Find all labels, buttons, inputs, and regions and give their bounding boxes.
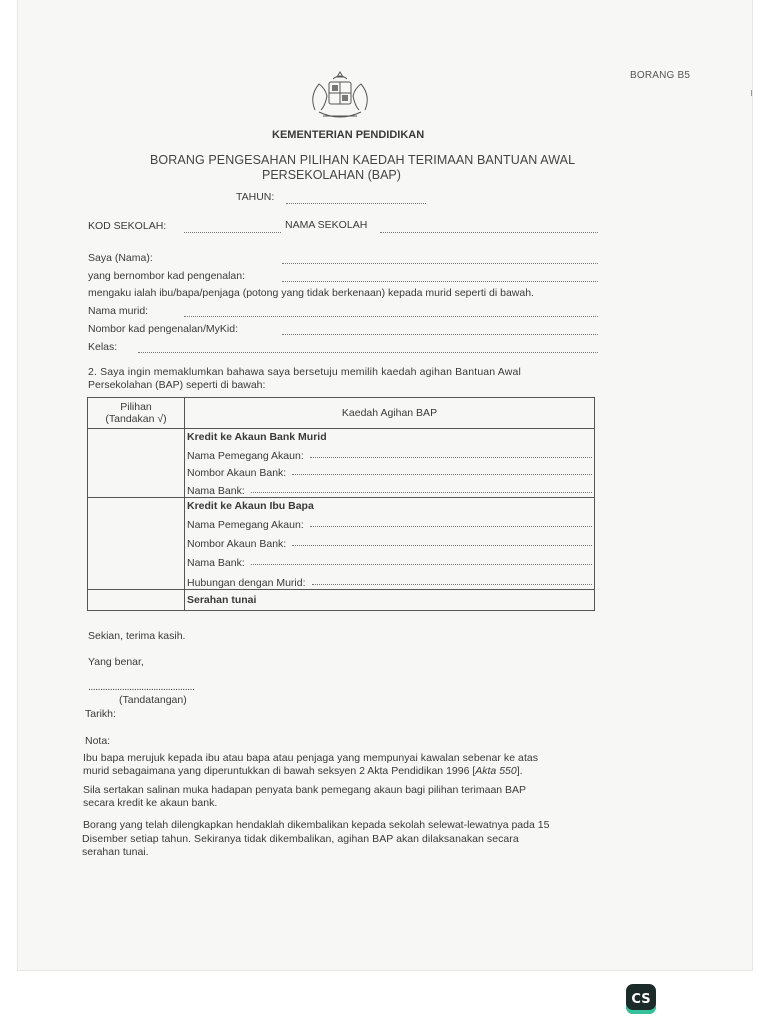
act-reference: Akta 550 (475, 765, 517, 777)
form-code: BORANG B5 (630, 70, 691, 81)
choice-checkbox-cash[interactable] (88, 590, 185, 611)
school-name-field[interactable] (380, 232, 598, 233)
account-number-field[interactable] (292, 474, 592, 475)
paragraph-2-line2: Persekolahan (BAP) seperti di bawah: (88, 379, 266, 391)
method-cash (185, 590, 595, 611)
class-field[interactable] (138, 352, 598, 353)
note1-text: murid sebagaimana yang diperuntukkan di bawah seksyen 2 Akta Pendidikan 1996 [ (83, 765, 476, 777)
field-label: Nama Bank: (187, 485, 245, 497)
table-row (88, 429, 595, 498)
note1-line1: Ibu bapa merujuk kepada ibu atau bapa atau penjaga yang mempunyai kawalan sebenar ke atas (83, 752, 539, 764)
school-code-label: KOD SEKOLAH: (88, 220, 167, 232)
bank-name-field[interactable] (251, 564, 592, 565)
paragraph-2-line1: 2. Saya ingin memaklumkan bahawa saya bersetuju memilih kaedah agihan Bantuan Awal (88, 366, 521, 378)
bank-name-field[interactable] (251, 492, 592, 493)
student-name-label: Nama murid: (88, 305, 149, 317)
scan-mark (751, 90, 752, 96)
note3-line1: Borang yang telah dilengkapkan hendaklah dikembalikan kepada sekolah selewat-lewatnya pada 15 (83, 819, 550, 831)
closing-regards: Yang benar, (88, 656, 144, 668)
account-number-field[interactable] (292, 545, 592, 546)
date-label: Tarikh: (85, 708, 116, 720)
table-row (88, 590, 595, 611)
choice-checkbox-parent-account[interactable] (88, 498, 185, 590)
school-name-label: NAMA SEKOLAH (285, 219, 368, 231)
coat-of-arms-emblem (305, 70, 375, 122)
choice-header-line2: (Tandakan √) (105, 413, 167, 425)
note1-line2 (83, 765, 523, 777)
method-title: Kredit ke Akaun Bank Murid (187, 431, 327, 443)
choice-checkbox-student-account[interactable] (88, 429, 185, 498)
field-label: Nombor Akaun Bank: (187, 538, 287, 550)
choice-column-header (88, 398, 185, 429)
method-column-header: Kaedah Agihan BAP (185, 398, 595, 429)
signature-line[interactable]: ............................................ (88, 681, 195, 693)
parent-ic-field[interactable] (282, 281, 598, 282)
notes-heading: Nota: (85, 735, 111, 747)
form-title-line2: PERSEKOLAHAN (BAP) (262, 168, 401, 182)
field-label: Nama Pemegang Akaun: (187, 519, 304, 531)
school-code-field[interactable] (184, 232, 281, 233)
account-holder-field[interactable] (310, 457, 592, 458)
field-row (185, 531, 594, 550)
choice-header-line1: Pilihan (120, 401, 152, 413)
method-title: Serahan tunai (187, 594, 257, 606)
closing-thanks: Sekian, terima kasih. (88, 630, 186, 642)
note2-line1: Sila sertakan salinan muka hadapan penyata bank pemegang akaun bagi pilihan terimaan BAP (83, 784, 527, 796)
student-ic-field[interactable] (282, 334, 598, 335)
relationship-field[interactable] (312, 584, 592, 585)
form-title-line1: BORANG PENGESAHAN PILIHAN KAEDAH TERIMAAN BANTUAN AWAL (150, 153, 576, 167)
field-label: Nama Bank: (187, 557, 245, 569)
camscanner-logo-icon: CS (626, 984, 656, 1014)
parent-name-label: Saya (Nama): (88, 252, 153, 264)
signature-label: (Tandatangan) (119, 694, 187, 706)
table-row (88, 498, 595, 590)
method-title: Kredit ke Akaun Ibu Bapa (187, 500, 314, 512)
note3-line2: Disember setiap tahun. Sekiranya tidak dikembalikan, agihan BAP akan dilaksanakan secara (82, 833, 519, 845)
account-holder-field[interactable] (310, 526, 592, 527)
class-label: Kelas: (88, 341, 118, 353)
method-student-account (185, 429, 595, 498)
year-label: TAHUN: (236, 191, 275, 203)
note2-line2: secara kredit ke akaun bank. (83, 797, 218, 809)
field-label: Nama Pemegang Akaun: (187, 450, 304, 462)
field-row (185, 569, 594, 589)
table-header-row (88, 398, 595, 429)
note1-text-end: ]. (516, 765, 523, 777)
ministry-name: KEMENTERIAN PENDIDIKAN (272, 129, 425, 141)
field-label: Hubungan dengan Murid: (187, 577, 306, 589)
parent-ic-label: yang bernombor kad pengenalan: (88, 270, 246, 282)
field-row (185, 462, 594, 479)
method-parent-account (185, 498, 595, 590)
year-field[interactable] (286, 203, 426, 204)
note3-line3: serahan tunai. (82, 846, 149, 858)
distribution-method-table (87, 397, 595, 611)
field-row (185, 445, 594, 462)
parent-name-field[interactable] (282, 263, 598, 264)
field-label: Nombor Akaun Bank: (187, 467, 287, 479)
field-row (185, 479, 594, 497)
field-row (185, 550, 594, 569)
declaration-statement: mengaku ialah ibu/bapa/penjaga (potong yang tidak berkenaan) kepada murid seperti di bawah. (88, 287, 534, 299)
student-ic-label: Nombor kad pengenalan/MyKid: (88, 323, 239, 335)
student-name-field[interactable] (184, 316, 598, 317)
field-row (185, 514, 594, 531)
